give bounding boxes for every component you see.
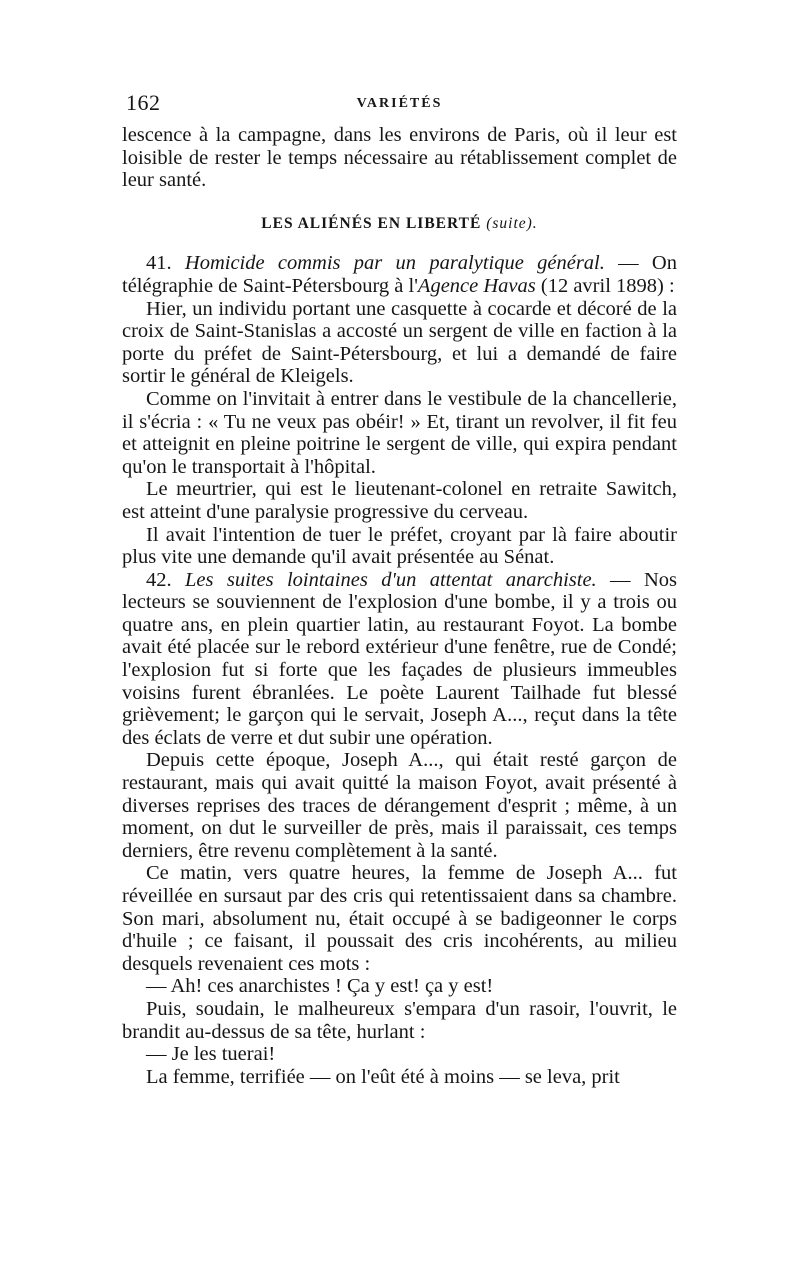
item-42-number: 42. [146,568,186,591]
item-41-number: 41. [146,252,185,275]
paragraph: La femme, terrifiée — on l'eût été à moins — se leva, prit [146,1065,620,1088]
item-41-agency: Agence Havas [417,274,536,297]
paragraph: Comme on l'invitait à entrer dans le vestibule de la chancellerie, il s'écria : « Tu ne veux pas obéir! » Et, tirant un revolver, il fit feu et atteignit en pleine poitrine le sergent de ville, qui expira pendant qu'on le transportait à l'hôpital. [122,387,677,478]
item-42-title: Les suites lointaines d'un attentat anarchiste. [185,568,597,591]
paragraph: Puis, soudain, le malheureux s'empara d'un rasoir, l'ouvrit, le brandit au-dessus de sa tête, hurlant : [122,997,677,1043]
body-text [122,124,677,1088]
item-41-title: Homicide commis par un paralytique général. [184,252,605,275]
section-title-suffix: (suite). [481,214,538,232]
section-title-text: LES ALIÉNÉS EN LIBERTÉ [261,214,482,232]
dialogue-line: — Ah! ces anarchistes ! Ça y est! ça y est! [146,975,494,998]
page-number: 162 [126,90,161,115]
running-head: VARIÉTÉS [356,96,443,111]
section-title [122,213,677,236]
paragraph: Il avait l'intention de tuer le préfet, croyant par là faire aboutir plus vite une demande qu'il avait présentée au Sénat. [122,523,677,569]
item-42-heading [122,569,677,750]
item-41-heading [122,252,677,297]
item-41-text-a: — On télégraphie de Saint-Pétersbourg à l' [122,252,677,297]
paragraph: Hier, un individu portant une casquette à cocarde et décoré de la croix de Saint-Stanislas a accosté un sergent de ville en faction à la porte du préfet de Saint-Pétersbourg, et lui a demandé de faire sortir le général de Kleigels. [122,297,677,388]
paragraph: Ce matin, vers quatre heures, la femme de Joseph A... fut réveillée en sursaut par des cris qui retentissaient dans sa chambre. Son mari, absolument nu, était occupé à se badigeonner le corps d'huile ; ce faisant, il poussait des cris incohérents, au milieu desquels revenaient ces mots : [122,862,677,975]
paragraph: Le meurtrier, qui est le lieutenant-colonel en retraite Sawitch, est atteint d'une paralysie progressive du cerveau. [122,478,677,523]
dialogue-line: — Je les tuerai! [146,1043,276,1066]
item-42-text: — Nos lecteurs se souviennent de l'explosion d'une bombe, il y a trois ou quatre ans, en plein quartier latin, au restaurant Foyot. La bombe avait été placée sur le rebord extérieur d'une fenêtre, rue de Condé; l'explosion fut si forte que les façades de plusieurs immeubles voisins furent ébranlées. Le poète Laurent Tailhade fut blessé grièvement; le garçon qui le servait, Joseph A..., reçut dans la tête des éclats de verre et dut subir une opération. [122,568,677,749]
item-41-text-b: (12 avril 1898) : [535,274,675,297]
paragraph-continuation: lescence à la campagne, dans les environs de Paris, où il leur est loisible de rester le temps nécessaire au rétablissement complet de leur santé. [122,124,677,192]
paragraph: Depuis cette époque, Joseph A..., qui était resté garçon de restaurant, mais qui avait quitté la maison Foyot, avait présenté à diverses reprises des traces de dérangement d'esprit ; même, à un moment, on dut le surveiller de près, mais il paraissait, ces temps derniers, être revenu complètement à la santé. [122,749,677,862]
page-header [122,86,677,122]
